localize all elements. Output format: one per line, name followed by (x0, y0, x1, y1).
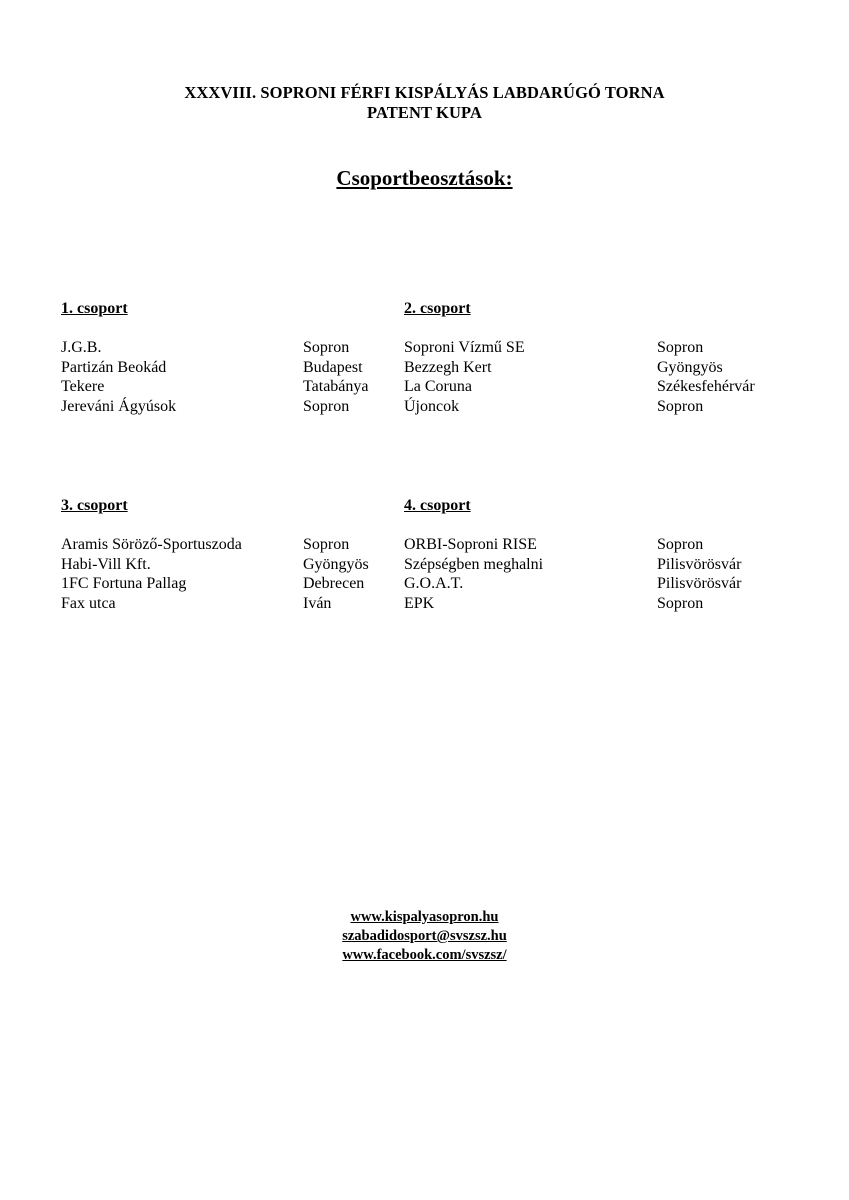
team-city: Iván (303, 595, 332, 613)
team-name: Habi-Vill Kft. (61, 555, 151, 573)
footer-contacts (0, 908, 849, 965)
group-1-heading: 1. csoport (61, 300, 128, 317)
team-row (61, 359, 391, 379)
group-3-team-list (61, 536, 391, 615)
cup-name: PATENT KUPA (367, 103, 482, 122)
team-name: Újoncok (404, 398, 460, 416)
team-row (61, 595, 391, 615)
team-city: Pilisvörösvár (657, 575, 742, 593)
team-city: Sopron (657, 339, 704, 356)
team-row (404, 575, 784, 595)
team-name: Tekere (61, 378, 105, 396)
team-name: Bezzegh Kert (404, 358, 492, 376)
team-name: ORBI-Soproni RISE (404, 536, 537, 553)
team-city: Székesfehérvár (657, 378, 755, 396)
team-city: Sopron (657, 595, 704, 613)
team-row (404, 398, 784, 418)
team-name: EPK (404, 595, 435, 613)
team-city: Pilisvörösvár (657, 555, 742, 573)
team-name: G.O.A.T. (404, 575, 464, 593)
team-city: Gyöngyös (303, 555, 369, 573)
team-name: Szépségben meghalni (404, 555, 544, 573)
team-row (61, 536, 391, 556)
tournament-title: XXXVIII. SOPRONI FÉRFI KISPÁLYÁS LABDARÚGÓ TORNA (184, 83, 665, 102)
team-row (404, 536, 784, 556)
team-name: La Coruna (404, 378, 472, 396)
team-city: Budapest (303, 358, 363, 376)
team-city: Gyöngyös (657, 358, 723, 376)
group-4-heading: 4. csoport (404, 497, 471, 514)
facebook-link[interactable]: www.facebook.com/svszsz/ (342, 947, 507, 963)
team-city: Sopron (303, 398, 350, 416)
team-name: Fax utca (61, 595, 116, 613)
website-link[interactable]: www.kispalyasopron.hu (350, 909, 499, 925)
team-city: Sopron (657, 398, 704, 416)
team-name: 1FC Fortuna Pallag (61, 575, 187, 593)
team-row (404, 339, 784, 359)
group-2-heading: 2. csoport (404, 300, 471, 317)
team-city: Tatabánya (303, 378, 369, 396)
team-city: Debrecen (303, 575, 365, 593)
team-row (404, 556, 784, 576)
team-row (61, 339, 391, 359)
team-row (404, 359, 784, 379)
team-name: J.G.B. (61, 339, 102, 356)
team-name: Partizán Beokád (61, 358, 167, 376)
team-row (61, 398, 391, 418)
team-name: Jereváni Ágyúsok (61, 398, 177, 416)
team-name: Soproni Vízmű SE (404, 339, 525, 356)
team-city: Sopron (657, 536, 704, 553)
group-4-team-list (404, 536, 784, 615)
group-1-team-list (61, 339, 391, 418)
team-city: Sopron (303, 339, 350, 356)
team-row (404, 378, 784, 398)
team-city: Sopron (303, 536, 350, 553)
team-row (404, 595, 784, 615)
team-name: Aramis Söröző-Sportuszoda (61, 536, 242, 553)
email-link[interactable]: szabadidosport@svszsz.hu (342, 928, 507, 944)
team-row (61, 378, 391, 398)
team-row (61, 556, 391, 576)
group-3-heading: 3. csoport (61, 497, 128, 514)
group-2-team-list (404, 339, 784, 418)
team-row (61, 575, 391, 595)
page-subtitle: Csoportbeosztások: (336, 166, 513, 190)
